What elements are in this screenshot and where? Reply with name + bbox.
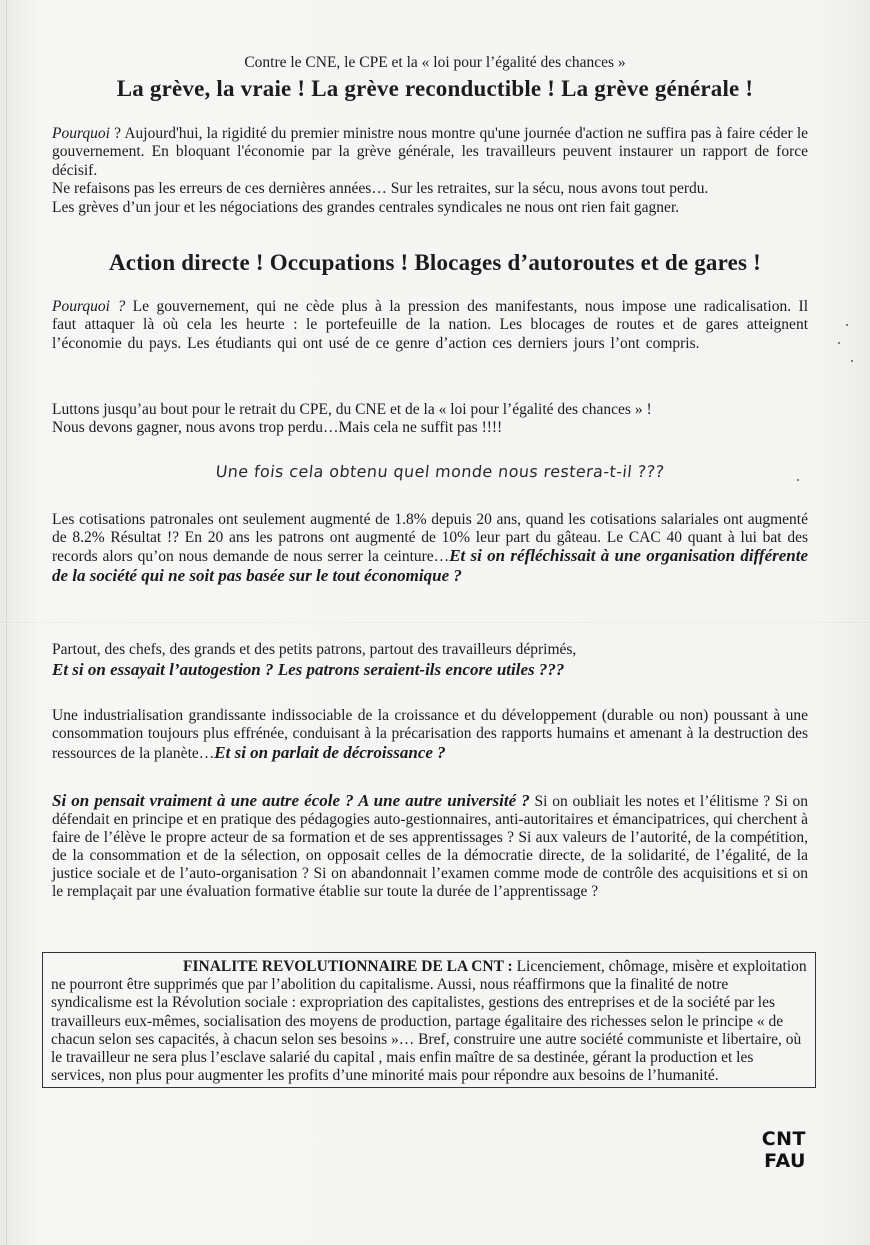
autogestion-text: Partout, des chefs, des grands et des petits patrons, partout des travailleurs déprimés, — [52, 641, 577, 658]
ecole-text: Si on oubliait les notes et l’élitisme ? Si on défendait en principe et en pratique des pédagogies auto-gestionnaires, anti-autoritaires et émancipatrices, qui cherchent à faire de l’élève le propre acteur de sa formation et de ses apprentissages ? Si aux valeurs de l’autorité, de la compétition, de la consommation et de la sélection, on opposait celles de la démocratie directe, de la solidarité, de l’égalité, de la justice sociale et de l’auto-organisation ? Si on abandonnait l’examen comme mode de contrôle des acquisitions et si on le remplaçait par une évaluation formative établie sur toute la durée de l’apprentissage ? — [52, 793, 808, 901]
cnt-statement-heading: FINALITE REVOLUTIONNAIRE DE LA CNT : — [183, 958, 513, 975]
decroissance-text: Une industrialisation grandissante indissociable de la croissance et du développement (durable ou non) poussant à une consommation toujours plus effrénée, conduisant à la précarisation des rapports humains et amenant à la destruction des ressources de la planète… — [52, 707, 808, 762]
ecole-paragraph — [52, 792, 808, 902]
section-1 — [52, 125, 808, 217]
decroissance-question: Et si on parlait de décroissance ? — [214, 742, 446, 762]
cnt-statement-text: Licenciement, chômage, misère et exploitation ne pourront être supprimés que par l’abolition du capitalisme. Aussi, nous réaffirmons que la finalité de notre syndicalisme est la Révolution sociale : expropriation des capitalistes, gestions des entreprises et de la société par les travailleurs eux-mêmes, socialisation des moyens de production, partage égalitaire des richesses selon le principe « de chacun selon ses capacités, à chacun selon ses besoins »… Bref, construire une autre société communiste et libertaire, où le travailleur ne sera plus l’esclave salarié du capital , mais enfin maître de sa destinée, gérant la production et les services, non plus pour augmenter les profits d’une minorité mais pour répondre aux besoins de l’humanité. — [51, 958, 807, 1085]
section-2-paragraph — [52, 298, 808, 353]
ecole-block — [52, 792, 808, 902]
section-3 — [52, 511, 808, 586]
section-1-text: ? Aujourd'hui, la rigidité du premier ministre nous montre qu'une journée d'action ne suffira pas à faire céder le gouvernement. En bloquant l'économie par la grève générale, les travailleurs peuvent instaurer un rapport de force décisif. — [52, 125, 808, 179]
section-2-title: Action directe ! Occupations ! Blocages d’autoroutes et de gares ! — [108, 250, 761, 275]
section-1-text-3: Les grèves d’un jour et les négociations des grandes centrales syndicales ne nous ont rien fait gagner. — [52, 198, 680, 216]
decroissance-paragraph — [52, 707, 808, 763]
section-1-text-2: Ne refaisons pas les erreurs de ces dernières années… Sur les retraites, sur la sécu, nous avons tout perdu. — [52, 180, 709, 198]
cnt-statement-box — [42, 952, 816, 1088]
section-2-call — [52, 401, 808, 438]
section-1-paragraph — [52, 125, 808, 180]
header-title: La grève, la vraie ! La grève reconductible ! La grève générale ! — [116, 76, 754, 101]
header-subtitle: Contre le CNE, le CPE et la « loi pour l’égalité des chances » — [244, 54, 626, 71]
scan-speck — [797, 479, 799, 481]
cotisations-question: Et si on réfléchissait à une organisation différente de la société qui ne soit pas basée sur le tout économique ? — [52, 546, 809, 585]
autogestion-block — [52, 641, 808, 680]
paper-fold — [0, 622, 870, 624]
autogestion-question: Et si on essayait l’autogestion ? Les patrons seraient-ils encore utiles ??? — [52, 660, 565, 680]
section-2-text-2: Luttons jusqu’au bout pour le retrait du CPE, du CNE et de la « loi pour l’égalité des chances » ! — [52, 401, 652, 418]
handwritten-question: Une fois cela obtenu quel monde nous restera-t-il ??? — [214, 462, 666, 481]
decroissance-block — [52, 707, 808, 763]
cnt-fau-logo: CNT FAU — [761, 1128, 806, 1172]
section-2-lead: Pourquoi ? — [52, 298, 126, 315]
section-2-text: Le gouvernement, qui ne cède plus à la pression des manifestants, nous impose une radicalisation. Il faut attaquer là où cela les heurte : le portefeuille de la nation. Les blocages de routes et de gares atteignent l’économie du pays. Les étudiants qui ont usé de ce genre d’action ces derniers jours l’ont compris. — [52, 298, 808, 352]
cnt-statement — [51, 958, 809, 1085]
ecole-question: Si on pensait vraiment à une autre école ? A une autre université ? — [52, 791, 530, 810]
section-1-lead: Pourquoi — [52, 125, 110, 142]
scan-speck — [838, 342, 840, 344]
scan-speck — [846, 324, 848, 326]
cotisations-paragraph — [52, 511, 808, 586]
section-2-text-3: Nous devons gagner, nous avons trop perdu…Mais cela ne suffit pas !!!! — [52, 419, 503, 437]
cotisations-text: Les cotisations patronales ont seulement augmenté de 1.8% depuis 20 ans, quand les cotisations salariales ont augmenté de 8.2% Résultat !? En 20 ans les patrons ont augmenté de 10% leur part du gâteau. Le CAC 40 quant à lui bat des records alors qu’on nous demande de nous serrer la ceinture… — [52, 511, 808, 566]
scan-speck — [851, 360, 853, 362]
section-2 — [52, 298, 808, 353]
